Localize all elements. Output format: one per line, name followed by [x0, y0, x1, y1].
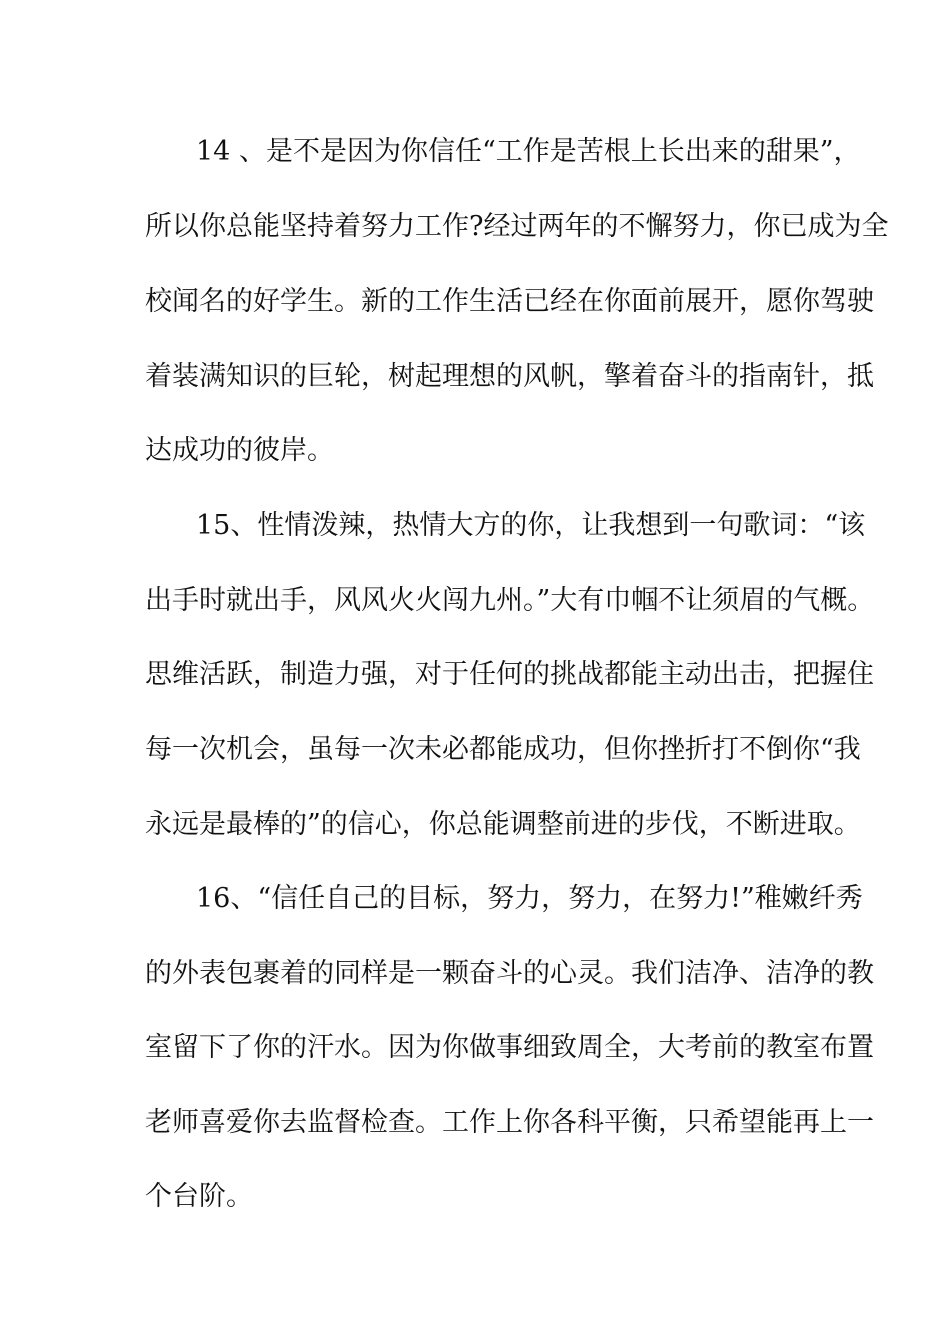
paragraph-15-line-4: 每一次机会，虽每一次未必都能成功，但你挫折打不倒你“我 [145, 734, 861, 765]
paragraph-16-line-2: 的外表包裹着的同样是一颗奋斗的心灵。我们洁净、洁净的教 [145, 958, 874, 989]
paragraph-15-line-1: 15、性情泼辣，热情大方的你，让我想到一句歌词：“该 [196, 510, 866, 541]
paragraph-14-line-3: 校闻名的好学生。新的工作生活已经在你面前展开，愿你驾驶 [145, 286, 874, 317]
paragraph-14-line-1: 14 、是不是因为你信任“工作是苦根上长出来的甜果”， [196, 136, 861, 167]
paragraph-14-line-4: 着装满知识的巨轮，树起理想的风帆，擎着奋斗的指南针，抵 [145, 361, 874, 392]
paragraph-15-line-5: 永远是最棒的”的信心，你总能调整前进的步伐，不断进取。 [145, 809, 861, 840]
paragraph-16-line-1: 16、“信任自己的目标，努力，努力，在努力!”稚嫩纤秀 [196, 883, 863, 914]
paragraph-16-line-5: 个台阶。 [145, 1181, 253, 1212]
paragraph-16-line-3: 室留下了你的汗水。因为你做事细致周全，大考前的教室布置 [145, 1032, 874, 1063]
paragraph-14-line-5: 达成功的彼岸。 [145, 435, 334, 466]
paragraph-15-line-2: 出手时就出手，风风火火闯九州。”大有巾帼不让须眉的气概。 [145, 585, 875, 616]
paragraph-15-line-3: 思维活跃，制造力强，对于任何的挑战都能主动出击，把握住 [145, 659, 874, 690]
paragraph-14-line-2: 所以你总能坚持着努力工作?经过两年的不懈努力，你已成为全 [145, 211, 889, 242]
paragraph-16-line-4: 老师喜爱你去监督检查。工作上你各科平衡，只希望能再上一 [145, 1107, 874, 1138]
